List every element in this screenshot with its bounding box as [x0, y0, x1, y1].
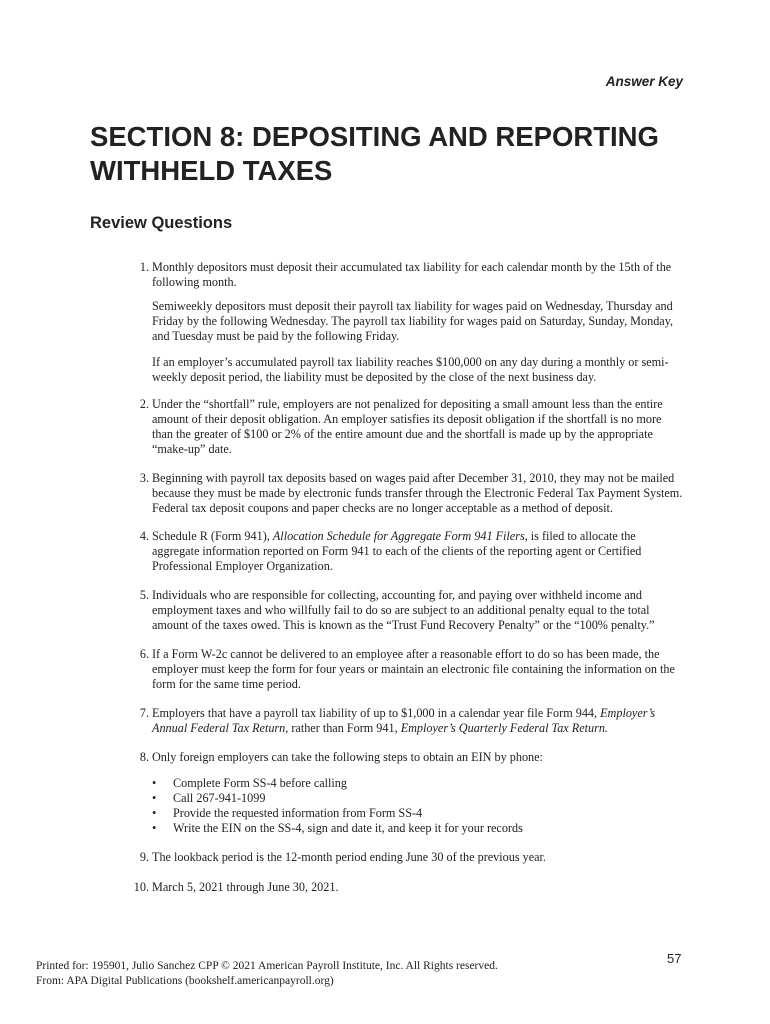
question-number: 4. — [139, 529, 149, 543]
list-item-text: Complete Form SS-4 before calling — [173, 776, 347, 790]
answer-text: is filed to allocate the aggregate information reported on Form 941 to each of the clients of the reporting agent or Certified Professional Employer Organization. — [152, 529, 642, 573]
bullet: • — [152, 806, 157, 820]
question-number: 3. — [139, 471, 149, 485]
source-line: From: APA Digital Publications (bookshelf.americanpayroll.org) — [36, 974, 334, 987]
print-footer — [36, 959, 498, 988]
section-title-line-1: SECTION 8: DEPOSITING AND REPORTING — [90, 121, 659, 152]
page-number: 57 — [667, 951, 682, 966]
answer-paragraph: Under the “shortfall” rule, employers are not penalized for depositing a small amount less than the entire amount of their deposit obligation. An employer satisfies its deposit obligation if the shortfall is no more than the greater of $100 or 2% of the entire amount due and the shortfall is made up by the appropriate “make-up” date. — [152, 397, 663, 456]
form-title-italic: Employer’s Annual Federal Tax Return, — [152, 706, 656, 735]
answer-key-label: Answer Key — [605, 74, 683, 89]
question-10 — [125, 880, 685, 895]
question-number: 2. — [139, 397, 149, 411]
printed-for-line: Printed for: 195901, Julio Sanchez CPP © 2021 American Payroll Institute, Inc. All Rights reserved. — [36, 960, 498, 972]
form-title-italic: Employer’s Quarterly Federal Tax Return. — [400, 721, 608, 735]
question-6 — [125, 647, 685, 692]
answer-text: rather than Form 941, — [288, 721, 401, 735]
answer-paragraph: Individuals who are responsible for collecting, accounting for, and paying over withheld income and employment taxes and who willfully fail to do so are subject to an additional penalty equal to the total amount of the taxes owed. This is known as the “Trust Fund Recovery Penalty” or the “100% penalty.” — [152, 588, 655, 632]
answer-paragraph — [152, 706, 685, 736]
list-item — [152, 821, 685, 836]
question-4 — [125, 529, 685, 574]
list-item-text: Call 267-941-1099 — [173, 791, 266, 805]
answer-paragraph: Semiweekly depositors must deposit their payroll tax liability for wages paid on Wednesday, Thursday and Friday by the following Wednesday. The payroll tax liability for wages paid on Saturday, Sunday, Monday, and Tuesday must be paid by the following Friday. — [152, 299, 674, 343]
question-number: 9. — [139, 850, 149, 864]
answer-text: Schedule R (Form 941), — [152, 529, 273, 543]
review-questions-heading: Review Questions — [90, 214, 233, 232]
answer-paragraph: The lookback period is the 12-month period ending June 30 of the previous year. — [152, 850, 546, 864]
answer-paragraph: If a Form W-2c cannot be delivered to an employee after a reasonable effort to do so has been made, the employer must keep the form for four years or maintain an electronic file containing the information on the form for the same time period. — [152, 647, 675, 691]
answer-text: Employers that have a payroll tax liability of up to $1,000 in a calendar year file Form 944, — [152, 706, 601, 720]
question-7 — [125, 706, 685, 736]
answer-paragraph: March 5, 2021 through June 30, 2021. — [152, 880, 339, 894]
list-item — [152, 806, 685, 821]
section-title — [90, 120, 710, 188]
answer-paragraph: Beginning with payroll tax deposits based on wages paid after December 31, 2010, they may not be mailed because they must be made by electronic funds transfer through the Electronic Federal Tax Payment System. Federal tax deposit coupons and paper checks are no longer acceptable as a method of deposit. — [152, 471, 683, 515]
answer-paragraph: Monthly depositors must deposit their accumulated tax liability for each calendar month by the 15th of the following month. — [152, 260, 672, 289]
question-2 — [125, 397, 685, 457]
question-number: 7. — [139, 706, 149, 720]
question-9 — [125, 850, 685, 865]
list-item — [152, 776, 685, 791]
question-8 — [125, 750, 685, 836]
question-number: 6. — [139, 647, 149, 661]
question-3 — [125, 471, 685, 516]
question-number: 8. — [139, 750, 149, 764]
form-title-italic: Allocation Schedule for Aggregate Form 941 Filers, — [272, 529, 528, 543]
answer-paragraph: Only foreign employers can take the following steps to obtain an EIN by phone: — [152, 750, 543, 764]
bullet: • — [152, 791, 157, 805]
bullet: • — [152, 821, 157, 835]
question-1 — [125, 260, 685, 385]
ein-steps-list — [152, 776, 685, 836]
questions-list — [125, 260, 685, 895]
list-item — [152, 791, 685, 806]
question-number: 10. — [133, 880, 149, 894]
section-title-line-2: WITHHELD TAXES — [90, 155, 333, 186]
question-5 — [125, 588, 685, 633]
answer-paragraph — [152, 529, 685, 574]
question-number: 1. — [139, 260, 149, 274]
question-number: 5. — [139, 588, 149, 602]
list-item-text: Provide the requested information from Form SS-4 — [173, 806, 423, 820]
answer-paragraph: If an employer’s accumulated payroll tax liability reaches $100,000 on any day during a monthly or semi-weekly deposit period, the liability must be deposited by the close of the next business day. — [152, 355, 669, 384]
list-item-text: Write the EIN on the SS-4, sign and date it, and keep it for your records — [173, 821, 523, 835]
bullet: • — [152, 776, 157, 790]
